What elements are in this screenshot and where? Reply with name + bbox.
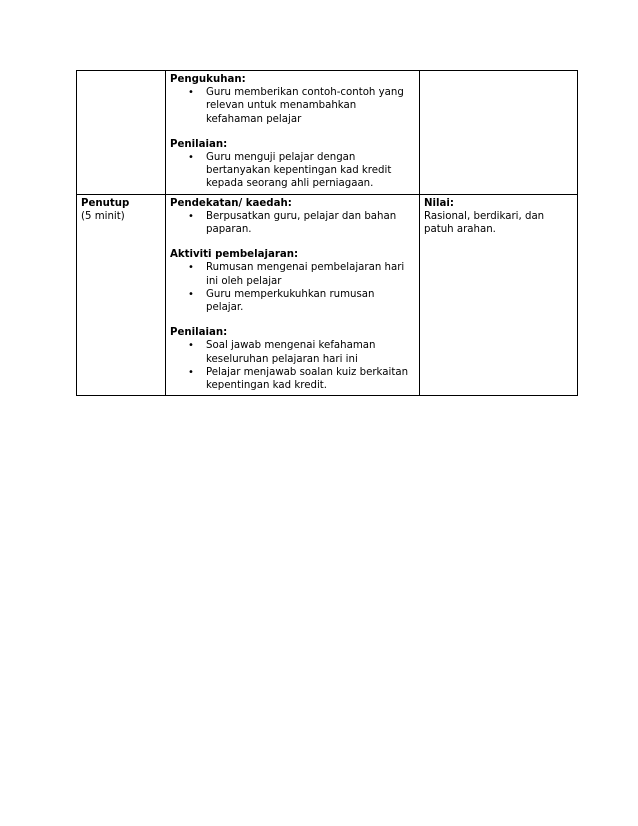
note-text: Rasional, berdikari, dan patuh arahan. xyxy=(424,210,545,236)
bullet-list xyxy=(170,151,415,191)
bullet-list xyxy=(170,261,415,314)
section-aktiviti xyxy=(170,248,415,314)
list-item-text: Pelajar menjawab soalan kuiz berkaitan kepentingan kad kredit. xyxy=(206,366,409,392)
bullet-icon: • xyxy=(188,152,194,164)
activity-cell xyxy=(166,194,420,396)
section-heading: Aktiviti pembelajaran: xyxy=(170,249,299,261)
note-cell xyxy=(420,71,578,195)
section-heading: Pendekatan/ kaedah: xyxy=(170,197,292,209)
bullet-icon: • xyxy=(188,366,194,378)
list-item-text: Soal jawab mengenai kefahaman keseluruhan pelajaran hari ini xyxy=(206,340,376,365)
bullet-icon: • xyxy=(188,262,194,274)
activity-cell xyxy=(166,71,420,195)
list-item xyxy=(188,261,415,287)
list-item-text: Rumusan mengenai pembelajaran hari ini oleh pelajar xyxy=(206,262,405,287)
list-item xyxy=(188,151,415,191)
section-penilaian xyxy=(170,326,415,392)
list-item xyxy=(188,210,415,236)
section-heading: Penilaian: xyxy=(170,138,228,150)
stage-name: Penutup xyxy=(81,197,130,209)
bullet-icon: • xyxy=(188,340,194,352)
section-penilaian xyxy=(170,138,415,191)
section-heading: Pengukuhan: xyxy=(170,74,246,85)
section-pengukuhan xyxy=(170,73,415,126)
bullet-icon: • xyxy=(188,288,194,300)
lesson-plan-table xyxy=(76,70,578,396)
list-item xyxy=(188,366,415,392)
stage-cell xyxy=(77,71,166,195)
list-item xyxy=(188,288,415,314)
note-cell xyxy=(420,194,578,396)
bullet-list xyxy=(170,339,415,392)
bullet-icon: • xyxy=(188,87,194,99)
note-heading: Nilai: xyxy=(424,197,454,209)
bullet-icon: • xyxy=(188,210,194,222)
list-item xyxy=(188,86,415,126)
list-item-text: Berpusatkan guru, pelajar dan bahan paparan. xyxy=(206,210,397,236)
table-row xyxy=(77,71,578,195)
stage-cell xyxy=(77,194,166,396)
list-item-text: Guru menguji pelajar dengan bertanyakan kepentingan kad kredit kepada seorang ahli perniagaan. xyxy=(206,152,392,190)
table-row xyxy=(77,194,578,396)
section-pendekatan xyxy=(170,197,415,237)
bullet-list xyxy=(170,86,415,126)
stage-duration: (5 minit) xyxy=(81,210,125,222)
section-heading: Penilaian: xyxy=(170,327,228,339)
bullet-list xyxy=(170,210,415,236)
list-item-text: Guru memperkukuhkan rumusan pelajar. xyxy=(206,288,375,314)
list-item-text: Guru memberikan contoh-contoh yang relevan untuk menambahkan kefahaman pelajar xyxy=(206,87,404,125)
list-item xyxy=(188,339,415,365)
